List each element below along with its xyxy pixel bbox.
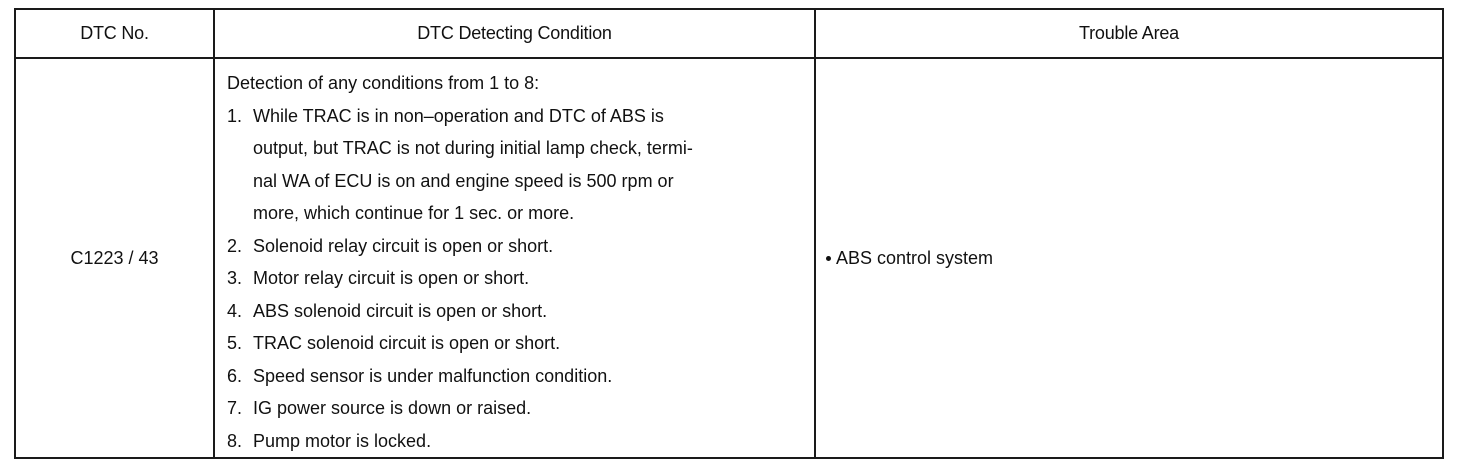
condition-text-line: While TRAC is in non–operation and DTC of ABS is (253, 105, 664, 126)
table-header-row (15, 9, 1443, 58)
condition-text (253, 327, 804, 360)
condition-text (253, 360, 804, 393)
bullet-dot-icon (826, 256, 831, 261)
condition-text-line: nal WA of ECU is on and engine speed is 500 rpm or (253, 170, 674, 191)
header-trouble-area: Trouble Area (815, 9, 1443, 58)
condition-number: 4. (227, 300, 243, 321)
condition-text-line: output, but TRAC is not during initial lamp check, termi- (253, 138, 693, 158)
condition-number: 7. (227, 398, 243, 418)
condition-text (253, 295, 804, 328)
condition-item (227, 262, 804, 295)
condition-text-line: IG power source is down or raised. (253, 398, 532, 418)
trouble-area-text: ABS control system (836, 247, 994, 268)
condition-text (253, 425, 804, 458)
dtc-table (14, 8, 1444, 459)
condition-number: 5. (227, 333, 243, 353)
condition-text (253, 230, 804, 263)
condition-item (227, 392, 804, 425)
condition-list (227, 100, 804, 458)
condition-text (253, 392, 804, 425)
condition-item (227, 327, 804, 360)
condition-text (253, 100, 804, 230)
condition-text-line: Solenoid relay circuit is open or short. (253, 235, 554, 256)
condition-text (253, 262, 804, 295)
condition-text-line: more, which continue for 1 sec. or more. (253, 203, 575, 223)
condition-item (227, 295, 804, 328)
condition-text-line: Speed sensor is under malfunction condition. (253, 365, 613, 386)
condition-text-line: ABS solenoid circuit is open or short. (253, 300, 548, 321)
trouble-area-cell (815, 58, 1443, 458)
condition-text-line: Motor relay circuit is open or short. (253, 268, 530, 288)
detecting-condition-cell (214, 58, 815, 458)
condition-number: 8. (227, 430, 243, 451)
condition-text-line: TRAC solenoid circuit is open or short. (253, 333, 561, 353)
table-row (15, 58, 1443, 458)
header-detecting-condition: DTC Detecting Condition (214, 9, 815, 58)
condition-text-line: Pump motor is locked. (253, 430, 432, 451)
condition-number: 1. (227, 105, 243, 126)
condition-item (227, 230, 804, 263)
condition-number: 3. (227, 268, 243, 288)
condition-number: 6. (227, 365, 243, 386)
condition-intro: Detection of any conditions from 1 to 8: (227, 73, 540, 93)
trouble-area-item (826, 248, 1441, 269)
dtc-number-cell: C1223 / 43 (15, 58, 214, 458)
header-dtc-no: DTC No. (15, 9, 214, 58)
condition-number: 2. (227, 235, 243, 256)
condition-item (227, 425, 804, 458)
condition-item (227, 360, 804, 393)
condition-item (227, 100, 804, 230)
